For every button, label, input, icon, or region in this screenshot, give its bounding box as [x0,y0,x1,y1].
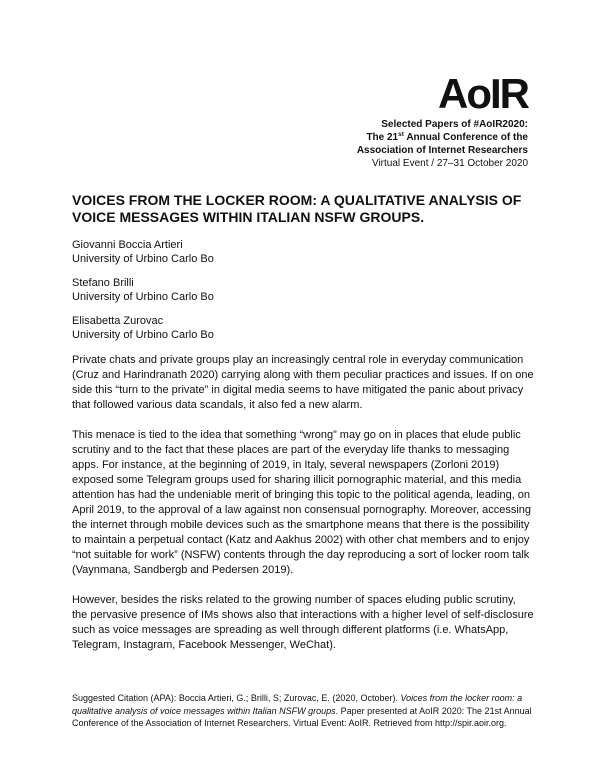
author-list [72,238,214,352]
author-name: Giovanni Boccia Artieri [72,239,183,251]
author-name: Elisabetta Zurovac [72,315,164,327]
author [72,238,214,266]
body-paragraph: Private chats and private groups play an increasingly central role in everyday communication (Cruz and Harindranath 2020) carrying along with them peculiar practices and issues. If on one side this “turn to the private” in digital media seems to have mitigated the panic about privacy that followed various data scandals, it also fed a new alarm. [72,354,534,411]
paper-title: VOICES FROM THE LOCKER ROOM: A QUALITATIVE ANALYSIS OF VOICE MESSAGES WITHIN ITALIAN NSFW GROUPS. [72,192,522,225]
citation-prefix: Suggested Citation (APA): Boccia Artieri, G.; Brilli, S; Zurovac, E. (2020, October). [72,693,401,703]
conference-ordinal: st [398,131,404,138]
citation-title: Voices from the locker room: a qualitative analysis of voice messages within Italian NSFW groups [72,693,523,716]
association-name: Association of Internet Researchers [356,145,528,156]
citation-suffix: . Paper presented at AoIR 2020: The 21st Annual Conference of the Association of Internet Researchers. Virtual Event: AoIR. Retrieved from http://spir.aoir.org. [72,705,532,728]
author [72,314,214,342]
suggested-citation [72,692,542,730]
paper-body [72,353,534,668]
conference-prefix: The 21 [366,132,399,143]
author-affiliation: University of Urbino Carlo Bo [72,291,214,303]
body-paragraph: This menace is tied to the idea that something “wrong” may go on in places that elude public scrutiny and to the fact that these places are part of the everyday life thanks to messaging apps. For instance, at the beginning of 2019, in Italy, several newspapers (Zorloni 2019) exposed some Telegram groups used for sharing illicit pornographic material, and this media attention has had the undeniable merit of bringing this topic to the political agenda, leading, on April 2019, to the approval of a law against non consensual pornography. Moreover, accessing the internet through mobile devices such as the smartphone means that there is the possibility to maintain a perpetual contact (Katz and Aakhus 2002) with other chat members and to enjoy “not suitable for work” (NSFW) contents through the day reproducing a sort of locker room talk (Vaynmana, Sandbergb and Pedersen 2019). [72,429,532,576]
conference-info [228,118,528,170]
author-affiliation: University of Urbino Carlo Bo [72,253,214,265]
event-info: Virtual Event / 27–31 October 2020 [371,158,528,169]
conference-suffix: Annual Conference of the [403,132,528,143]
author-affiliation: University of Urbino Carlo Bo [72,329,214,341]
body-paragraph: However, besides the risks related to the growing number of spaces eluding public scrutiny, the pervasive presence of IMs shows also that interactions with a higher level of self-disclosure such as voice messages are spreading as well through different platforms (i.e. WhatsApp, Telegram, Instagram, Facebook Messenger, WeChat). [72,594,534,651]
aoir-logo: AoIR [438,70,528,117]
selected-papers-label: Selected Papers of #AoIR2020: [381,119,528,130]
author-name: Stefano Brilli [72,277,134,289]
author [72,276,214,304]
conference-name [228,131,528,144]
